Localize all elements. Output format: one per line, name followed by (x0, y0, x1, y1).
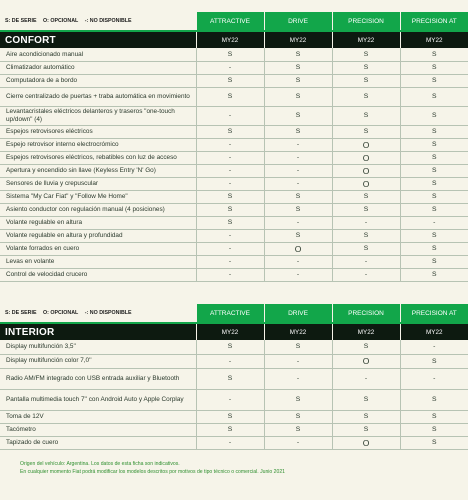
feature-value: - (264, 436, 332, 449)
legend-optional: O: OPCIONAL (42, 18, 79, 24)
feature-value: - (196, 106, 264, 125)
feature-name: Asiento conductor con regulación manual (4 posiciones) (0, 203, 196, 216)
legend-optional: O: OPCIONAL (42, 310, 79, 316)
feature-value: - (332, 216, 400, 229)
feature-row (0, 268, 468, 281)
legend (0, 12, 196, 31)
feature-value: - (264, 354, 332, 368)
feature-value: O (332, 177, 400, 190)
feature-value: S (400, 177, 468, 190)
feature-value: S (332, 203, 400, 216)
feature-value: - (196, 268, 264, 281)
section-title-interior: INTERIOR (0, 323, 196, 340)
feature-name: Tapizado de cuero (0, 436, 196, 449)
feature-name: Volante forrados en cuero (0, 242, 196, 255)
feature-name: Display multifunción color 7,0'' (0, 354, 196, 368)
feature-value: S (400, 423, 468, 436)
feature-value: O (332, 436, 400, 449)
feature-row (0, 389, 468, 410)
interior-spec-table (0, 304, 468, 450)
feature-name: Apertura y encendido sin llave (Keyless Entry 'N' Go) (0, 164, 196, 177)
feature-value: S (196, 423, 264, 436)
model-year: MY22 (264, 323, 332, 340)
feature-row (0, 340, 468, 354)
feature-value: S (332, 106, 400, 125)
model-year: MY22 (400, 31, 468, 48)
feature-row (0, 151, 468, 164)
feature-value: - (400, 368, 468, 389)
feature-row (0, 61, 468, 74)
feature-value: S (400, 229, 468, 242)
variant-precision: PRECISION (332, 12, 400, 31)
feature-value: - (196, 354, 264, 368)
variant-drive: DRIVE (264, 304, 332, 323)
interior-table-body (0, 304, 468, 449)
feature-value: S (400, 389, 468, 410)
feature-value: - (332, 255, 400, 268)
feature-row (0, 87, 468, 106)
model-year: MY22 (196, 323, 264, 340)
feature-name: Display multifunción 3,5'' (0, 340, 196, 354)
confort-spec-table (0, 12, 468, 282)
footnotes (20, 461, 285, 476)
feature-value: - (196, 389, 264, 410)
feature-value: O (332, 354, 400, 368)
feature-row (0, 203, 468, 216)
feature-name: Levantacristales eléctricos delanteros y traseros "one-touch up/down" (4) (0, 106, 196, 125)
feature-value: - (400, 216, 468, 229)
feature-value: S (400, 151, 468, 164)
feature-value: S (400, 125, 468, 138)
feature-row (0, 368, 468, 389)
feature-row (0, 436, 468, 449)
model-year: MY22 (400, 323, 468, 340)
variant-attractive: ATTRACTIVE (196, 12, 264, 31)
confort-table-body (0, 12, 468, 281)
feature-value: S (400, 190, 468, 203)
feature-value: S (264, 48, 332, 61)
feature-value: S (400, 436, 468, 449)
feature-value: S (400, 61, 468, 74)
feature-value: - (196, 61, 264, 74)
feature-value: S (196, 125, 264, 138)
footnote-origin: Origen del vehículo: Argentina. Los datos de esta ficha son indicativos. (20, 461, 180, 467)
feature-value: S (400, 164, 468, 177)
feature-value: S (400, 410, 468, 423)
feature-value: S (264, 190, 332, 203)
feature-name: Volante regulable en altura y profundidad (0, 229, 196, 242)
feature-row (0, 48, 468, 61)
feature-value: S (196, 48, 264, 61)
feature-value: - (332, 368, 400, 389)
feature-value: - (264, 368, 332, 389)
feature-name: Toma de 12V (0, 410, 196, 423)
legend-unavailable: -: NO DISPONIBLE (84, 310, 132, 316)
feature-name: Aire acondicionado manual (0, 48, 196, 61)
feature-value: - (264, 164, 332, 177)
feature-name: Computadora de a bordo (0, 74, 196, 87)
feature-value: - (264, 177, 332, 190)
feature-value: S (332, 340, 400, 354)
feature-name: Control de velocidad crucero (0, 268, 196, 281)
feature-value: S (332, 242, 400, 255)
feature-value: O (332, 164, 400, 177)
feature-row (0, 125, 468, 138)
feature-value: S (400, 106, 468, 125)
feature-value: - (196, 255, 264, 268)
model-year: MY22 (332, 31, 400, 48)
feature-value: O (264, 242, 332, 255)
feature-value: S (332, 410, 400, 423)
feature-value: S (332, 48, 400, 61)
feature-value: S (264, 340, 332, 354)
feature-value: S (196, 74, 264, 87)
feature-value: S (196, 203, 264, 216)
feature-row (0, 138, 468, 151)
feature-value: - (196, 151, 264, 164)
feature-value: S (264, 389, 332, 410)
feature-value: S (332, 125, 400, 138)
feature-row (0, 190, 468, 203)
legend-standard: S: DE SERIE (5, 310, 37, 316)
feature-value: S (196, 190, 264, 203)
feature-row (0, 164, 468, 177)
feature-value: - (264, 255, 332, 268)
feature-value: S (264, 229, 332, 242)
model-year: MY22 (196, 31, 264, 48)
feature-value: - (332, 268, 400, 281)
legend-unavailable: -: NO DISPONIBLE (84, 18, 132, 24)
feature-value: S (332, 423, 400, 436)
feature-name: Sistema "My Car Fiat" y "Follow Me Home" (0, 190, 196, 203)
feature-name: Espejos retrovisores eléctricos, rebatibles con luz de acceso (0, 151, 196, 164)
feature-value: S (400, 74, 468, 87)
feature-name: Pantalla multimedia touch 7'' con Android Auto y Apple Corplay (0, 389, 196, 410)
footnote-disclaimer: En cualquier momento Fiat podrá modificar los modelos descritos por motivos de tipo técnico o comercial. Junio 2021 (20, 468, 286, 475)
variant-attractive: ATTRACTIVE (196, 304, 264, 323)
feature-value: S (400, 203, 468, 216)
feature-value: S (264, 125, 332, 138)
feature-name: Espejos retrovisores eléctricos (0, 125, 196, 138)
legend-row (0, 304, 468, 323)
feature-value: - (196, 177, 264, 190)
feature-row (0, 423, 468, 436)
section-title-row (0, 31, 468, 48)
feature-value: S (400, 354, 468, 368)
feature-value: - (264, 268, 332, 281)
feature-row (0, 229, 468, 242)
feature-value: - (264, 151, 332, 164)
feature-value: O (332, 151, 400, 164)
variant-precision: PRECISION (332, 304, 400, 323)
feature-value: S (332, 61, 400, 74)
legend (0, 304, 196, 323)
feature-value: S (400, 268, 468, 281)
feature-value: S (332, 74, 400, 87)
variant-drive: DRIVE (264, 12, 332, 31)
feature-value: S (264, 87, 332, 106)
feature-value: S (264, 203, 332, 216)
feature-value: - (400, 340, 468, 354)
feature-value: - (196, 229, 264, 242)
section-title-row (0, 323, 468, 340)
feature-value: - (196, 138, 264, 151)
feature-row (0, 242, 468, 255)
feature-name: Sensores de lluvia y crepuscular (0, 177, 196, 190)
feature-value: S (196, 216, 264, 229)
variant-precision-at: PRECISION AT (400, 12, 468, 31)
feature-value: S (264, 423, 332, 436)
feature-row (0, 354, 468, 368)
feature-value: S (264, 61, 332, 74)
feature-value: S (400, 242, 468, 255)
feature-row (0, 106, 468, 125)
feature-value: - (196, 242, 264, 255)
feature-value: S (400, 138, 468, 151)
section-title-confort: CONFORT (0, 31, 196, 48)
legend-standard: S: DE SERIE (5, 18, 37, 24)
feature-row (0, 74, 468, 87)
feature-value: O (332, 138, 400, 151)
feature-value: - (196, 436, 264, 449)
feature-value: - (196, 164, 264, 177)
feature-name: Volante regulable en altura (0, 216, 196, 229)
feature-value: S (264, 106, 332, 125)
feature-row (0, 216, 468, 229)
feature-value: S (332, 229, 400, 242)
feature-value: S (332, 190, 400, 203)
model-year: MY22 (332, 323, 400, 340)
feature-value: S (196, 368, 264, 389)
feature-value: S (264, 410, 332, 423)
feature-value: S (332, 389, 400, 410)
feature-name: Espejo retrovisor interno electrocrómico (0, 138, 196, 151)
feature-value: S (264, 74, 332, 87)
feature-name: Climatizador automático (0, 61, 196, 74)
feature-row (0, 410, 468, 423)
feature-name: Radio AM/FM integrado con USB entrada auxiliar y Bluetooth (0, 368, 196, 389)
feature-row (0, 255, 468, 268)
feature-value: S (400, 255, 468, 268)
feature-value: S (196, 340, 264, 354)
model-year: MY22 (264, 31, 332, 48)
feature-value: - (264, 216, 332, 229)
feature-value: S (196, 87, 264, 106)
variant-precision-at: PRECISION AT (400, 304, 468, 323)
feature-value: S (400, 87, 468, 106)
feature-row (0, 177, 468, 190)
feature-value: S (332, 87, 400, 106)
feature-value: S (196, 410, 264, 423)
feature-value: - (264, 138, 332, 151)
legend-row (0, 12, 468, 31)
feature-value: S (400, 48, 468, 61)
feature-name: Cierre centralizado de puertas + traba automática en movimiento (0, 87, 196, 106)
feature-name: Levas en volante (0, 255, 196, 268)
feature-name: Tacómetro (0, 423, 196, 436)
